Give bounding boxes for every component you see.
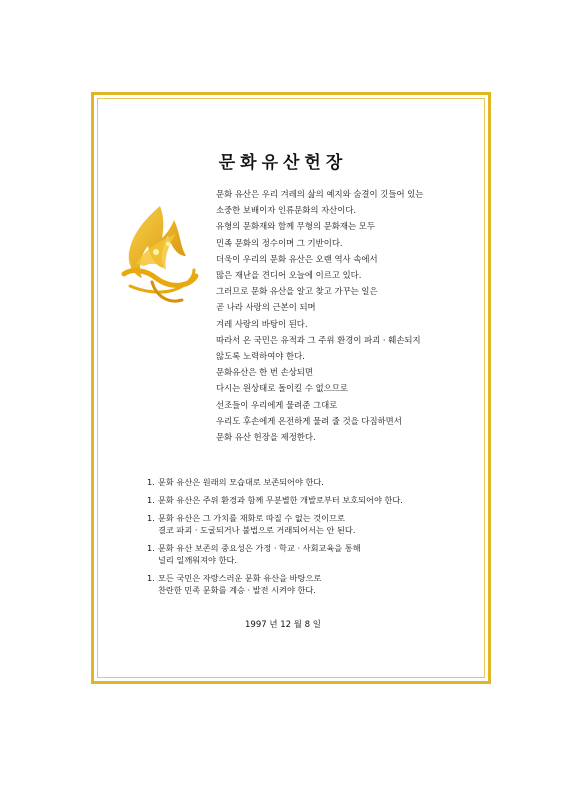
article-item	[147, 572, 477, 596]
article-item	[147, 494, 477, 506]
article-item	[147, 512, 477, 536]
article-text-line: 찬란한 민족 문화를 계승 · 발전 시켜야 한다.	[158, 585, 316, 595]
article-number: 1.	[147, 495, 155, 505]
article-text-line: 문화 유산은 주위 환경과 함께 무분별한 개발로부터 보호되어야 한다.	[158, 495, 403, 505]
preamble-line: 겨레 사랑의 바탕이 된다.	[216, 318, 308, 329]
preamble-line: 따라서 온 국민은 유적과 그 주위 환경이 파괴 · 훼손되지	[216, 334, 421, 345]
article-number: 1.	[147, 513, 155, 523]
article-item	[147, 542, 477, 566]
preamble-line: 우리도 후손에게 온전하게 물려 줄 것을 다짐하면서	[216, 415, 402, 426]
article-text-line: 문화 유산은 원래의 모습대로 보존되어야 한다.	[158, 477, 324, 487]
preamble-line: 다시는 원상태로 돌이킬 수 없으므로	[216, 383, 349, 394]
enactment-date: 1997 년 12 월 8 일	[245, 620, 321, 630]
golden-flame-emblem-icon	[116, 204, 202, 314]
article-text-line: 문화 유산은 그 가치를 재화로 따질 수 없는 것이므로	[158, 513, 345, 523]
preamble-line: 않도록 노력하여야 한다.	[216, 351, 305, 362]
preamble-line: 문화 유산은 우리 겨레의 삶의 예지와 숨결이 깃들어 있는	[216, 189, 424, 199]
preamble-line: 곧 나라 사랑의 근본이 되며	[216, 302, 316, 313]
preamble-line: 더욱이 우리의 문화 유산은 오랜 역사 속에서	[216, 253, 378, 264]
preamble-line: 소중한 보배이자 인류문화의 자산이다.	[216, 205, 357, 216]
article-text-line: 문화 유산 보존의 중요성은 가정 · 학교 · 사회교육을 통해	[158, 543, 361, 553]
preamble-line: 많은 재난을 견디어 오늘에 이르고 있다.	[216, 270, 362, 281]
article-text-line: 모든 국민은 자랑스러운 문화 유산을 바탕으로	[158, 573, 322, 583]
articles-list	[147, 476, 477, 602]
preamble-line: 선조들이 우리에게 물려준 그대로	[216, 399, 338, 410]
preamble-text	[216, 186, 486, 445]
document-title: 문화유산헌장	[218, 153, 348, 173]
preamble-line: 민족 문화의 정수이며 그 기반이다.	[216, 237, 343, 248]
article-item	[147, 476, 477, 488]
article-number: 1.	[147, 573, 155, 583]
article-number: 1.	[147, 543, 155, 553]
article-number: 1.	[147, 477, 155, 487]
preamble-line: 문화유산은 한 번 손상되면	[216, 367, 313, 378]
preamble-line: 유형의 문화재와 함께 무형의 문화재는 모두	[216, 221, 375, 232]
article-text-line: 널리 일깨워져야 한다.	[158, 555, 237, 565]
article-text-line: 결코 파괴 · 도굴되거나 불법으로 거래되어서는 안 된다.	[158, 525, 356, 535]
preamble-line: 그러므로 문화 유산을 알고 찾고 가꾸는 일은	[216, 286, 378, 297]
preamble-line: 문화 유산 헌장을 제정한다.	[216, 432, 316, 443]
